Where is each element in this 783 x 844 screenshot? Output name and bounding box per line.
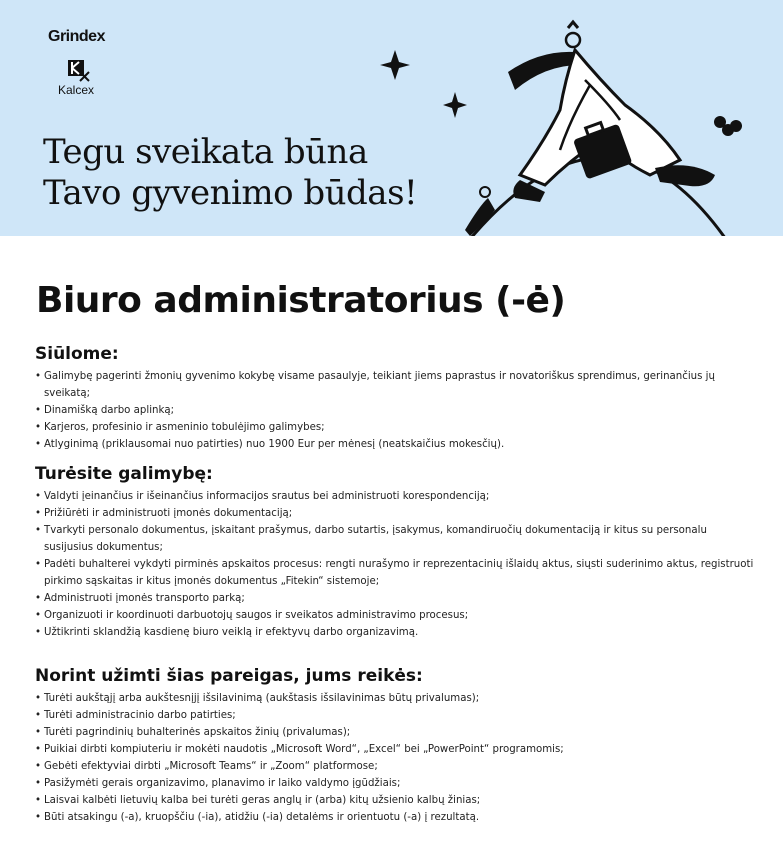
section-offer (35, 344, 755, 453)
list-item: • Būti atsakingu (-a), kruopščiu (-ia), atidžiu (-ia) detalėms ir orientuotu (-a) į rezultatą. (35, 809, 755, 826)
list-item: • Organizuoti ir koordinuoti darbuotojų saugos ir sveikatos administravimo procesus; (35, 607, 755, 624)
sparkle-icon (380, 50, 410, 80)
list-item: • Tvarkyti personalo dokumentus, įskaitant prašymus, darbo sutartis, įsakymus, komandiruočių dokumentaciją ir kitus su personalu susijusius dokumentus; (35, 522, 755, 556)
list-item: • Laisvai kalbėti lietuvių kalba bei turėti geras anglų ir (arba) kitų užsienio kalbų žinias; (35, 792, 755, 809)
sparkle-icon (443, 92, 467, 118)
section-heading: Norint užimti šias pareigas, jums reikės: (35, 666, 423, 686)
running-man-illustration (370, 10, 780, 236)
slogan (43, 132, 417, 214)
section-requirements (35, 666, 755, 826)
bullet-list (35, 368, 755, 453)
kalcex-logo-icon (68, 60, 90, 82)
list-item: • Turėti aukštąjį arba aukštesnįjį išsilavinimą (aukštasis išsilavinimas būtų privalumas); (35, 690, 755, 707)
list-item: • Gebėti efektyviai dirbti „Microsoft Teams“ ir „Zoom“ platformose; (35, 758, 755, 775)
section-heading: Turėsite galimybę: (35, 464, 213, 484)
job-posting-content (0, 236, 783, 844)
section-heading: Siūlome: (35, 344, 119, 364)
bullet-list (35, 488, 755, 641)
slogan-line-1: Tegu sveikata būna (43, 132, 368, 172)
list-item: • Užtikrinti sklandžią kasdienę biuro veiklą ir efektyvų darbo organizavimą. (35, 624, 755, 641)
list-item: • Atlyginimą (priklausomai nuo patirties) nuo 1900 Eur per mėnesį (neatskaičius mokesčių). (35, 436, 755, 453)
list-item: • Valdyti įeinančius ir išeinančius informacijos srautus bei administruoti korespondenciją; (35, 488, 755, 505)
list-item: • Dinamišką darbo aplinką; (35, 402, 755, 419)
list-item: • Puikiai dirbti kompiuteriu ir mokėti naudotis „Microsoft Word“, „Excel“ bei „PowerPoint“ programomis; (35, 741, 755, 758)
list-item: • Pasižymėti gerais organizavimo, planavimo ir laiko valdymo įgūdžiais; (35, 775, 755, 792)
slogan-line-2: Tavo gyvenimo būdas! (43, 173, 418, 213)
kalcex-logo-text: Kalcex (58, 83, 95, 97)
header-banner (0, 0, 783, 236)
list-item: • Karjeros, profesinio ir asmeninio tobulėjimo galimybes; (35, 419, 755, 436)
bullet-list (35, 690, 755, 826)
list-item: • Padėti buhalterei vykdyti pirminės apskaitos procesus: rengti nurašymo ir reprezentacinių išlaidų aktus, siųsti suderinimo aktus, registruoti pirkimo sąskaitas ir kitus įmonės dokumentus „Fitekin“ sistemoje; (35, 556, 755, 590)
job-title: Biuro administratorius (-ė) (36, 280, 566, 321)
grindex-logo: Grindex (48, 28, 105, 45)
list-item: • Turėti administracinio darbo patirties; (35, 707, 755, 724)
list-item: • Galimybę pagerinti žmonių gyvenimo kokybę visame pasaulyje, teikiant jiems paprastus ir novatoriškus sprendimus, gerinančius jų sveikatą; (35, 368, 755, 402)
section-responsibilities (35, 464, 755, 641)
list-item: • Turėti pagrindinių buhalterinės apskaitos žinių (privalumas); (35, 724, 755, 741)
list-item: • Prižiūrėti ir administruoti įmonės dokumentaciją; (35, 505, 755, 522)
list-item: • Administruoti įmonės transporto parką; (35, 590, 755, 607)
